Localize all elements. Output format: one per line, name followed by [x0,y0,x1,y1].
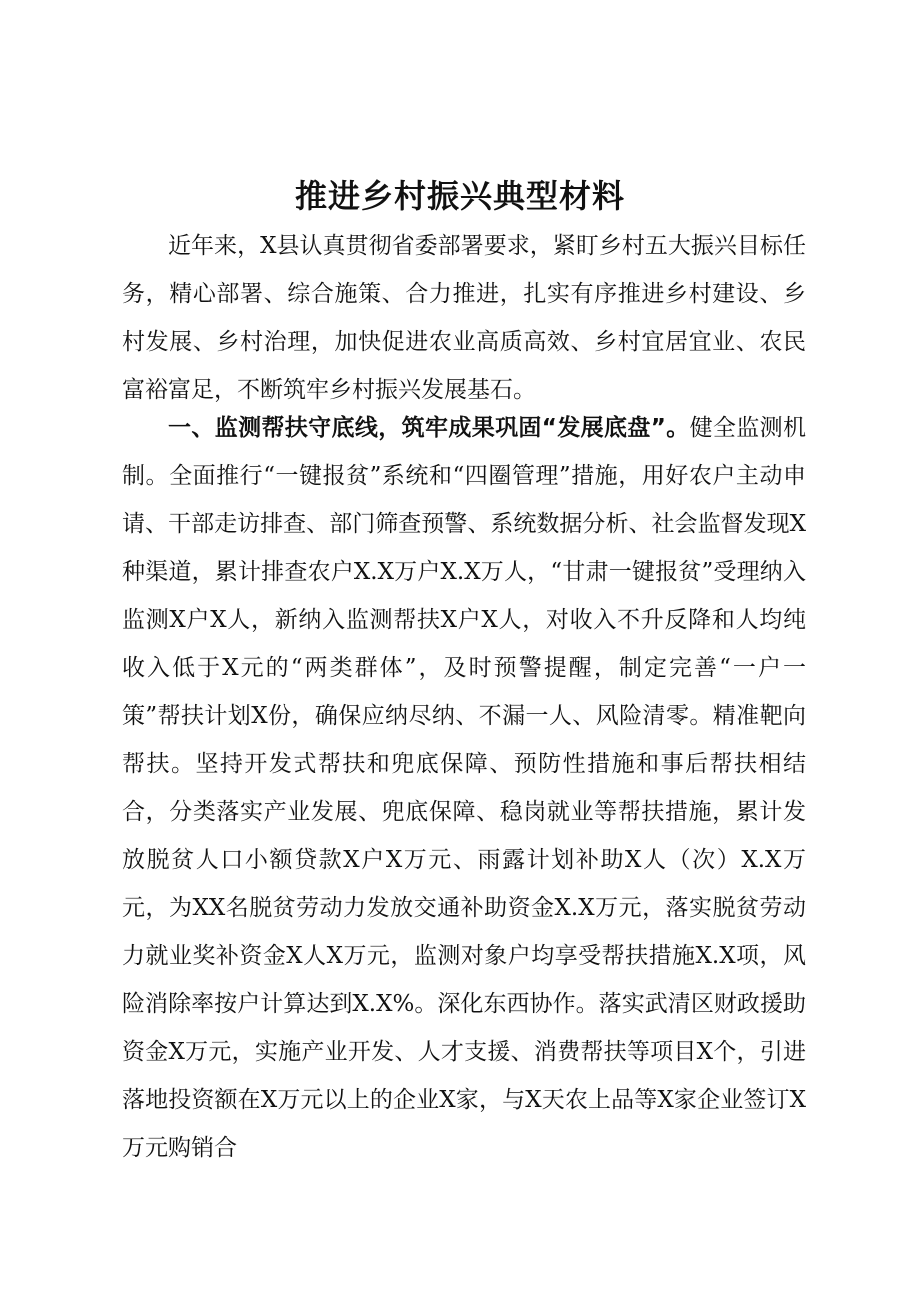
section-1-paragraph [122,404,806,1172]
section-1-body: 健全监测机制。全面推行“一键报贫”系统和“四圈管理”措施，用好农户主动申请、干部走访排查、部门筛查预警、系统数据分析、社会监督发现X种渠道，累计排查农户X.X万户X.X万人，“甘肃一键报贫”受理纳入监测X户X人，新纳入监测帮扶X户X人，对收入不升反降和人均纯收入低于X元的“两类群体”，及时预警提醒，制定完善“一户一策”帮扶计划X份，确保应纳尽纳、不漏一人、风险清零。精准靶向帮扶。坚持开发式帮扶和兜底保障、预防性措施和事后帮扶相结合，分类落实产业发展、兜底保障、稳岗就业等帮扶措施，累计发放脱贫人口小额贷款X户X万元、雨露计划补助X人（次）X.X万元，为XX名脱贫劳动力发放交通补助资金X.X万元，落实脱贫劳动力就业奖补资金X人X万元，监测对象户均享受帮扶措施X.X项，风险消除率按户计算达到X.X%。深化东西协作。落实武清区财政援助资金X万元，实施产业开发、人才支援、消费帮扶等项目X个，引进落地投资额在X万元以上的企业X家，与X天农上品等X家企业签订X万元购销合 [122,415,807,1161]
document-title: 推进乡村振兴典型材料 [294,177,625,215]
section-1-heading: 一、监测帮扶守底线，筑牢成果巩固“发展底盘”。 [168,415,690,441]
intro-paragraph: 近年来，X县认真贯彻省委部署要求，紧盯乡村五大振兴目标任务，精心部署、综合施策、合力推进，扎实有序推进乡村建设、乡村发展、乡村治理，加快促进农业高质高效、乡村宜居宜业、农民富裕富足，不断筑牢乡村振兴发展基石。 [122,233,806,403]
